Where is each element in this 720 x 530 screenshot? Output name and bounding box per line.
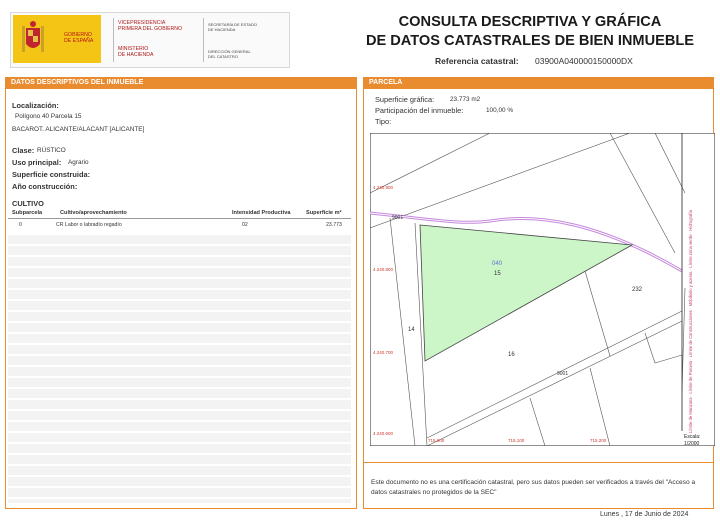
- document-date: Lunes , 17 de Junio de 2024: [600, 511, 689, 518]
- cadastral-map: [370, 133, 715, 446]
- logo-min-line2: DE HACIENDA: [118, 52, 154, 58]
- document-title-line2: DE DATOS CATASTRALES DE BIEN INMUEBLE: [365, 33, 695, 49]
- empty-table-rows: [8, 235, 351, 503]
- referencia-value: 03900A040000150000DX: [535, 56, 633, 66]
- note-divider: [363, 462, 714, 463]
- scale-value: 1/2000: [684, 441, 700, 446]
- logo-direccion: [208, 49, 251, 59]
- y-tick: 4.240.700: [373, 350, 394, 355]
- parcel-number-label: 15: [494, 271, 501, 277]
- document-title: [356, 13, 704, 51]
- logo-gov-line2: DE ESPAÑA: [64, 38, 94, 44]
- x-tick: 715.200: [590, 438, 607, 443]
- table-header-superficie: Superficie m²: [306, 210, 342, 216]
- y-tick: 4.240.800: [373, 267, 394, 272]
- cell-superficie: 23.773: [326, 222, 342, 228]
- logo-divider: [203, 18, 204, 62]
- logo-sec-line2: DE HACIENDA: [208, 27, 236, 32]
- cell-intensidad: 02: [242, 222, 248, 228]
- logo-secretaria: [208, 22, 257, 32]
- parcel-heading: PARCELA: [363, 77, 714, 89]
- logo-vicepresidencia: [118, 20, 182, 32]
- cultivo-heading: CULTIVO: [12, 199, 44, 208]
- logo-divider: [113, 18, 114, 62]
- table-header-subparcela: Subparcela: [12, 210, 43, 216]
- coat-of-arms-icon: [20, 20, 46, 58]
- table-divider: [8, 218, 351, 219]
- uso-label: Uso principal:: [12, 158, 62, 167]
- superficie-grafica-value: 23.773 m2: [450, 96, 481, 103]
- table-header-intensidad: Intensidad Productiva: [232, 210, 291, 216]
- neighbor-label: 9001: [392, 215, 404, 221]
- neighbor-label: 232: [632, 287, 643, 293]
- logo-gobierno: [64, 32, 93, 44]
- superficie-construida-label: Superficie construida:: [12, 170, 91, 179]
- neighbor-label: 14: [408, 327, 415, 333]
- table-header-cultivo: Cultivo/aprovechamiento: [60, 210, 127, 216]
- logo-sec-line1: SECRETARÍA DE ESTADO: [208, 22, 257, 27]
- uso-value: Agrario: [68, 159, 89, 166]
- logo-gov-line1: GOBIERNO: [64, 32, 92, 38]
- cell-cultivo: CR Labor o labradío regadío: [56, 222, 122, 228]
- neighbor-label: 16: [508, 352, 515, 358]
- participacion-value: 100,00 %: [486, 107, 514, 114]
- superficie-grafica-label: Superficie gráfica:: [375, 95, 435, 104]
- anio-construccion-label: Año construcción:: [12, 182, 78, 191]
- logo-dir-line1: DIRECCIÓN GENERAL: [208, 49, 251, 54]
- neighbor-label: 9001: [557, 371, 569, 377]
- clase-label: Clase:: [12, 146, 35, 155]
- map-legend: Límite de Manzana · Límite de Parcela · Límite de Construcciones · Mobiliario y aceras · Límite zona verde · Hidrografía: [688, 210, 693, 433]
- x-tick: 715.100: [508, 438, 525, 443]
- x-tick: 715.900: [428, 438, 445, 443]
- participacion-label: Participación del inmueble:: [375, 106, 464, 115]
- logo-min-line1: MINISTERIO: [118, 46, 149, 52]
- logo-ministerio: [118, 46, 153, 58]
- localizacion-line1: Polígono 40 Parcela 15: [15, 113, 82, 120]
- clase-value: RÚSTICO: [37, 147, 66, 154]
- disclaimer-note: Este documento no es una certificación catastral, pero sus datos pueden ser verificados a través del "Acceso a datos catastrales no protegidos de la SEC": [371, 479, 696, 496]
- y-tick: 4.240.900: [373, 185, 394, 190]
- logo-vp-line1: VICEPRESIDENCIA: [118, 20, 166, 26]
- localizacion-label: Localización:: [12, 101, 59, 110]
- localizacion-line2: BACAROT. ALICANTE/ALACANT [ALICANTE]: [12, 126, 145, 133]
- tipo-label: Tipo:: [375, 117, 392, 126]
- scale-label: Escala:: [684, 434, 701, 440]
- parcel-code-label: 040: [492, 261, 503, 267]
- document-title-line1: CONSULTA DESCRIPTIVA Y GRÁFICA: [398, 14, 662, 30]
- logo-dir-line2: DEL CATASTRO: [208, 54, 238, 59]
- logo-vp-line2: PRIMERA DEL GOBIERNO: [118, 26, 183, 32]
- cell-subparcela: 0: [19, 222, 22, 228]
- descriptive-data-heading: DATOS DESCRIPTIVOS DEL INMUEBLE: [5, 77, 357, 89]
- y-tick: 4.240.600: [373, 431, 394, 436]
- referencia-label: Referencia catastral:: [435, 56, 519, 66]
